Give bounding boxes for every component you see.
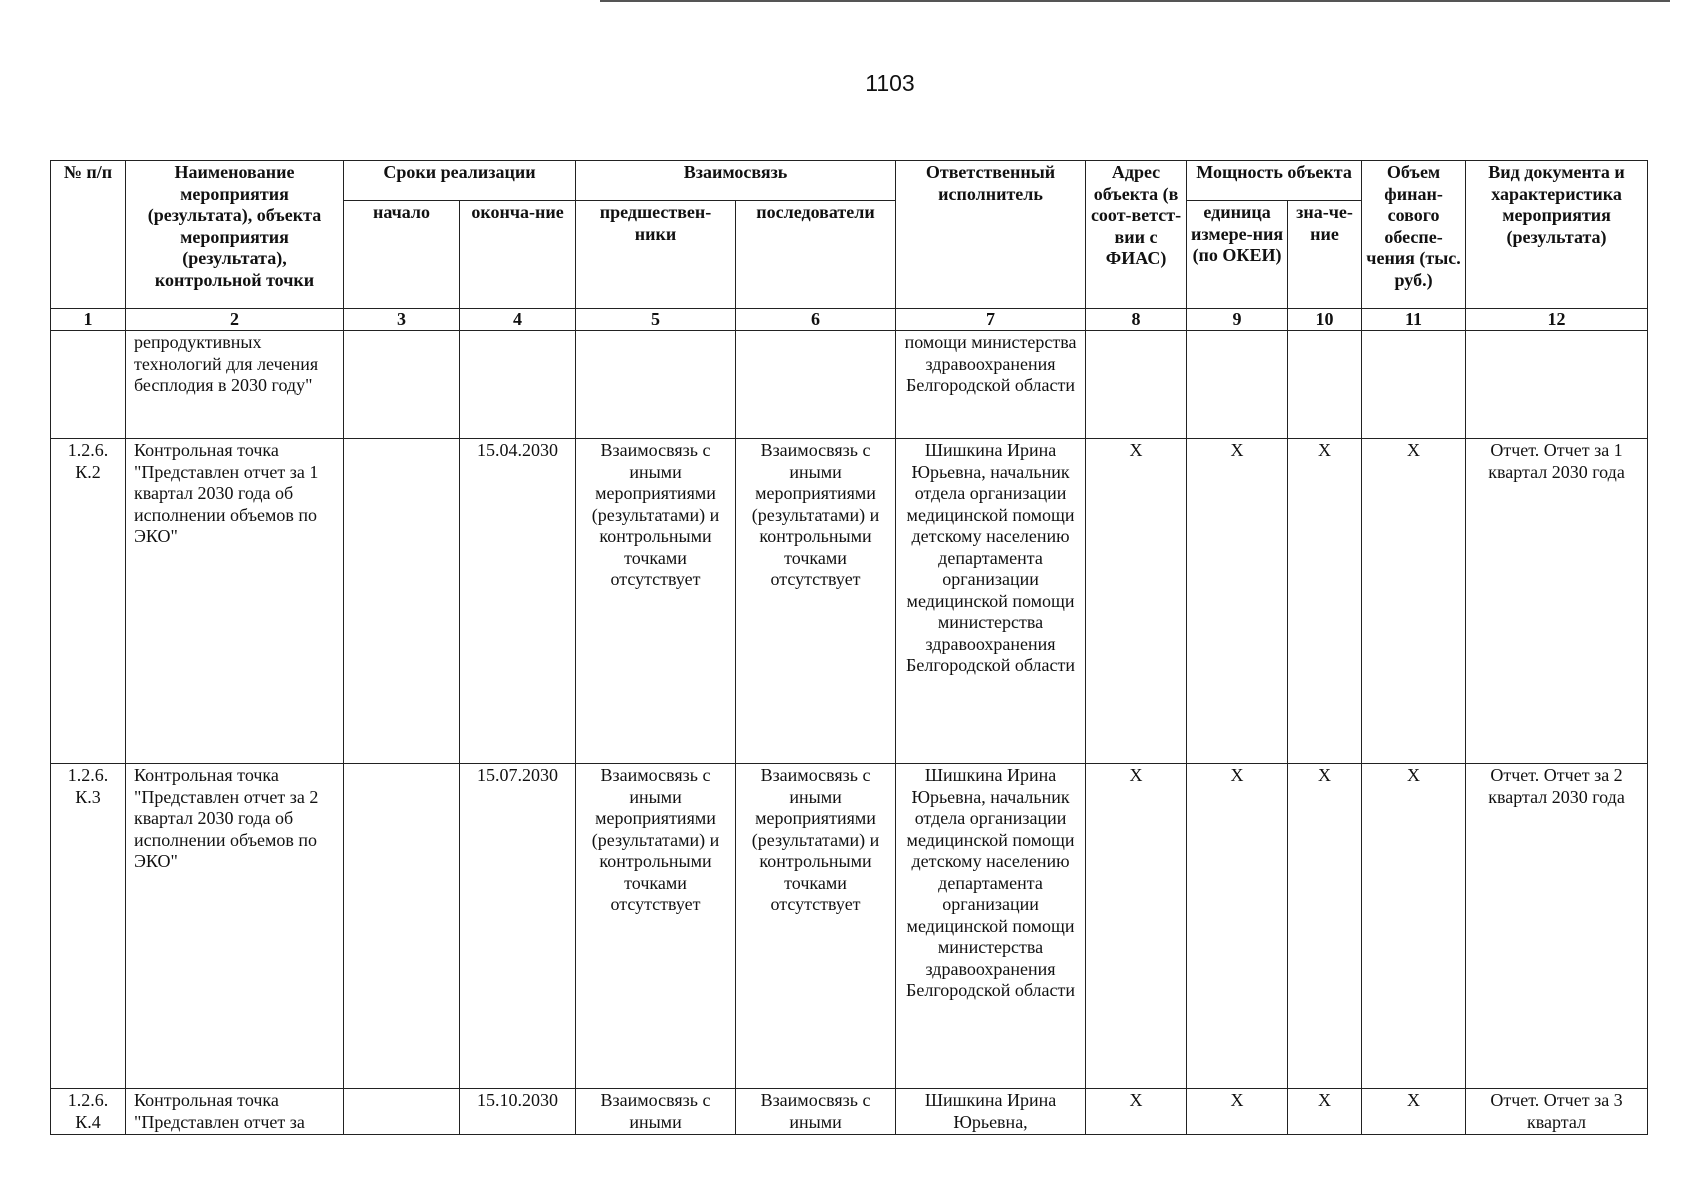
row-financing [1362,331,1466,439]
row-address: X [1086,764,1187,1089]
header-name: Наименование мероприятия (результата), объекта мероприятия (результата), контрольной точки [126,161,344,309]
row-value [1288,331,1362,439]
column-number: 3 [344,309,460,331]
column-number: 9 [1187,309,1288,331]
row-responsible: Шишкина Ирина Юрьевна, начальник отдела организации медицинской помощи детскому населению департамента организации медицинской помощи министерства здравоохранения Белгородской области [896,439,1086,764]
row-num [51,331,126,439]
row-num: 1.2.6. К.2 [51,439,126,764]
row-address: X [1086,1089,1187,1135]
header-address: Адрес объекта (в соот-ветст-вии с ФИАС) [1086,161,1187,309]
row-num: 1.2.6. К.4 [51,1089,126,1135]
header-value: зна-че-ние [1288,201,1362,309]
table-row [51,439,1648,764]
row-address [1086,331,1187,439]
row-name: Контрольная точка "Представлен отчет за 1 квартал 2030 года об исполнении объемов по ЭКО" [126,439,344,764]
column-number: 8 [1086,309,1187,331]
header-terms-group: Сроки реализации [344,161,576,201]
header-financing: Объем финан-сового обеспе-чения (тыс. руб.) [1362,161,1466,309]
row-predecessors [576,331,736,439]
row-document: Отчет. Отчет за 2 квартал 2030 года [1466,764,1648,1089]
row-financing: X [1362,1089,1466,1135]
column-number: 2 [126,309,344,331]
column-number: 10 [1288,309,1362,331]
table-row [51,764,1648,1089]
column-number: 5 [576,309,736,331]
row-start [344,764,460,1089]
row-unit: X [1187,764,1288,1089]
column-number: 1 [51,309,126,331]
page-number: 1103 [865,70,915,96]
row-responsible: Шишкина Ирина Юрьевна, начальник отдела организации медицинской помощи детскому населению департамента организации медицинской помощи министерства здравоохранения Белгородской области [896,764,1086,1089]
row-document: Отчет. Отчет за 3 квартал [1466,1089,1648,1135]
header-capacity-group: Мощность объекта [1187,161,1362,201]
measures-table [50,160,1648,1135]
row-num: 1.2.6. К.3 [51,764,126,1089]
row-address: X [1086,439,1187,764]
row-start [344,331,460,439]
row-responsible: Шишкина Ирина Юрьевна, [896,1089,1086,1135]
header-num: № п/п [51,161,126,309]
header-document-type: Вид документа и характеристика мероприятия (результата) [1466,161,1648,309]
row-financing: X [1362,764,1466,1089]
row-end: 15.07.2030 [460,764,576,1089]
column-number: 4 [460,309,576,331]
header-successors: последователи [736,201,896,309]
row-value: X [1288,439,1362,764]
table-row [51,1089,1648,1135]
column-number-row [51,309,1648,331]
row-successors: Взаимосвязь с иными мероприятиями (результатами) и контрольными точками отсутствует [736,439,896,764]
header-end: оконча-ние [460,201,576,309]
row-document [1466,331,1648,439]
row-successors [736,331,896,439]
column-number: 11 [1362,309,1466,331]
row-predecessors: Взаимосвязь с иными мероприятиями (результатами) и контрольными точками отсутствует [576,439,736,764]
row-predecessors: Взаимосвязь с иными мероприятиями (результатами) и контрольными точками отсутствует [576,764,736,1089]
row-document: Отчет. Отчет за 1 квартал 2030 года [1466,439,1648,764]
row-value: X [1288,1089,1362,1135]
header-start: начало [344,201,460,309]
row-unit [1187,331,1288,439]
row-unit: X [1187,1089,1288,1135]
column-number: 6 [736,309,896,331]
top-border-line [600,0,1670,2]
table-row [51,331,1648,439]
row-financing: X [1362,439,1466,764]
row-unit: X [1187,439,1288,764]
row-start [344,439,460,764]
row-successors: Взаимосвязь с иными мероприятиями (результатами) и контрольными точками отсутствует [736,764,896,1089]
row-predecessors: Взаимосвязь с иными [576,1089,736,1135]
column-number: 7 [896,309,1086,331]
row-name: Контрольная точка "Представлен отчет за 2 квартал 2030 года об исполнении объемов по ЭКО" [126,764,344,1089]
row-responsible: помощи министерства здравоохранения Белгородской области [896,331,1086,439]
header-unit: единица измере-ния (по ОКЕИ) [1187,201,1288,309]
row-end [460,331,576,439]
row-name: репродуктивных технологий для лечения бесплодия в 2030 году" [126,331,344,439]
row-successors: Взаимосвязь с иными [736,1089,896,1135]
header-predecessors: предшествен-ники [576,201,736,309]
row-end: 15.04.2030 [460,439,576,764]
header-responsible: Ответственный исполнитель [896,161,1086,309]
column-number: 12 [1466,309,1648,331]
row-start [344,1089,460,1135]
row-end: 15.10.2030 [460,1089,576,1135]
header-link-group: Взаимосвязь [576,161,896,201]
row-name: Контрольная точка "Представлен отчет за [126,1089,344,1135]
row-value: X [1288,764,1362,1089]
